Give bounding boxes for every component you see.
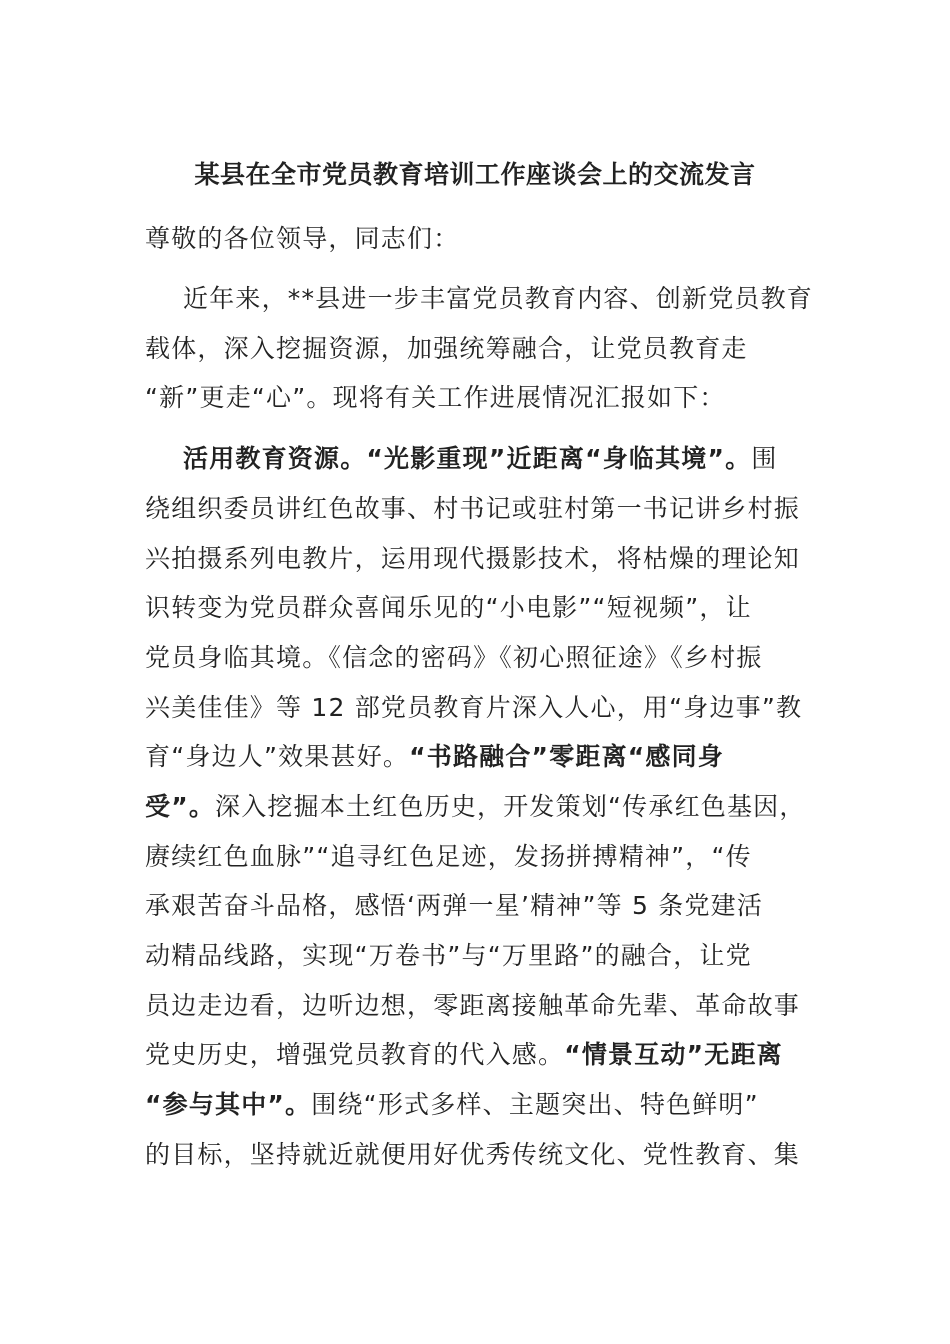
paragraph-line [145,939,825,973]
document-title: 某县在全市党员教育培训工作座谈会上的交流发言 [194,160,756,189]
paragraph-line [145,332,825,366]
paragraph-line [145,1138,825,1172]
paragraph-line [145,381,825,415]
body-text: 围 [751,444,778,473]
body-text: 识转变为党员群众喜闻乐见的“小电影”“短视频”，让 [145,593,752,622]
salutation [145,222,825,256]
paragraph-line [145,591,825,625]
paragraph-line [145,1088,825,1122]
bold-heading-text: “情景互动”无距离 [564,1040,783,1069]
bold-heading-text: “书路融合”零距离“感同身 [409,742,725,771]
body-text: 党史历史，增强党员教育的代入感。 [145,1040,565,1069]
body-text: 的目标，坚持就近就便用好优秀传统文化、党性教育、集 [145,1140,801,1169]
paragraph-line [145,989,825,1023]
bold-heading-text: 活用教育资源。“光影重现”近距离“身临其境”。 [183,444,752,473]
body-text: 绕组织委员讲红色故事、村书记或驻村第一书记讲乡村振 [145,494,801,523]
body-text: 兴美佳佳》等 12 部党员教育片深入人心，用“身边事”教 [145,693,803,722]
body-text: 载体，深入挖掘资源，加强统筹融合，让党员教育走 [145,334,748,363]
body-text: 党员身临其境。《信念的密码》《初心照征途》《乡村振 [145,643,763,672]
body-text: 承艰苦奋斗品格，感悟‘两弹一星’精神”等 5 条党建活 [145,891,764,920]
paragraph-line [145,492,825,526]
paragraph-line [183,282,863,316]
body-text: 育“身边人”效果甚好。 [145,742,410,771]
paragraph-line [145,889,825,923]
body-text: 动精品线路，实现“万卷书”与“万里路”的融合，让党 [145,941,752,970]
body-text: 尊敬的各位领导，同志们： [145,224,460,253]
paragraph-line [145,790,825,824]
body-text: 深入挖掘本土红色历史，开发策划“传承红色基因， [215,792,806,821]
paragraph-line [145,1038,825,1072]
body-text: 围绕“形式多样、主题突出、特色鲜明” [311,1090,759,1119]
paragraph-line [145,740,825,774]
paragraph-line [183,442,863,476]
paragraph-line [145,641,825,675]
body-text: 近年来，**县进一步丰富党员教育内容、创新党员教育 [183,284,814,313]
body-text: 员边走边看，边听边想，零距离接触革命先辈、革命故事 [145,991,801,1020]
body-text: 兴拍摄系列电教片，运用现代摄影技术，将枯燥的理论知 [145,544,801,573]
bold-heading-text: 受”。 [145,792,216,821]
paragraph-line [145,542,825,576]
body-text: “新”更走“心”。现将有关工作进展情况汇报如下： [145,383,726,412]
paragraph-line [145,691,825,725]
paragraph-line [145,840,825,874]
body-text: 赓续红色血脉”“追寻红色足迹，发扬拼搏精神”，“传 [145,842,752,871]
bold-heading-text: “参与其中”。 [145,1090,312,1119]
